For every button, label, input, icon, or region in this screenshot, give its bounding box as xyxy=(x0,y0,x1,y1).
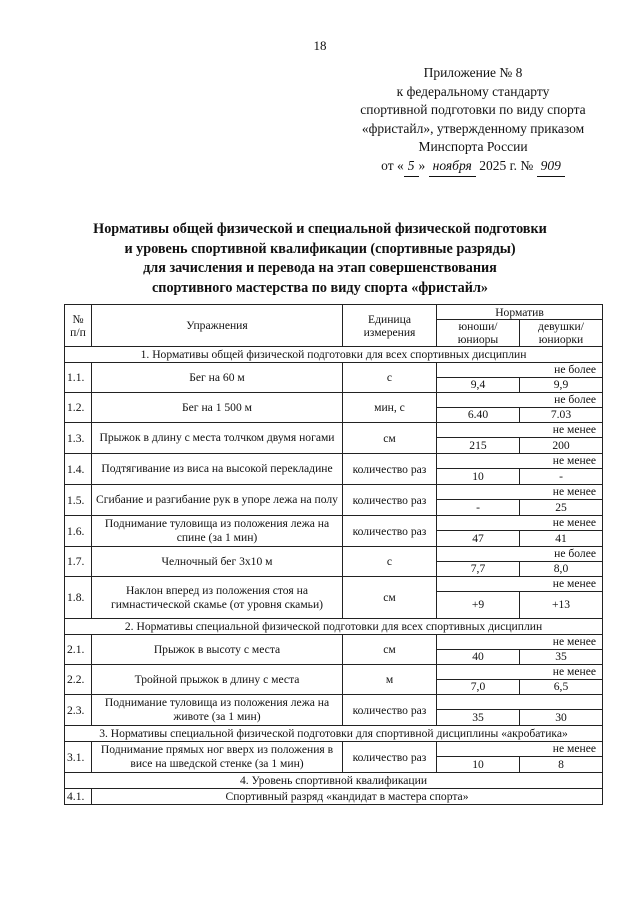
section-header-row xyxy=(65,619,603,635)
value-girls: 6,5 xyxy=(520,680,603,695)
norms-table xyxy=(64,304,603,805)
unit: количество раз xyxy=(343,454,437,485)
section-header-row xyxy=(65,726,603,742)
norm-condition: не менее xyxy=(437,423,603,438)
exercise-name: Сгибание и разгибание рук в упоре лежа на полу xyxy=(92,485,343,516)
appendix-line-2: к федеральному стандарту xyxy=(396,83,550,99)
table-row xyxy=(65,485,603,500)
unit: количество раз xyxy=(343,485,437,516)
value-girls: 30 xyxy=(520,710,603,726)
exercise-name: Бег на 60 м xyxy=(92,363,343,393)
appendix-line-3: спортивной подготовки по виду спорта xyxy=(360,102,586,118)
header-no: № п/п xyxy=(65,305,92,347)
value-boys: 35 xyxy=(437,710,520,726)
exercise-name: Подтягивание из виса на высокой перекладине xyxy=(92,454,343,485)
norm-condition: не менее xyxy=(437,454,603,469)
header-exercise: Упражнения xyxy=(92,305,343,347)
appendix-line-5: Минспорта России xyxy=(418,139,528,155)
value-boys: 47 xyxy=(437,531,520,547)
row-number: 1.2. xyxy=(65,393,92,423)
table-row xyxy=(65,695,603,710)
unit: мин, с xyxy=(343,393,437,423)
value-boys: 7,0 xyxy=(437,680,520,695)
table-row xyxy=(65,547,603,562)
table-row xyxy=(65,454,603,469)
row-number: 3.1. xyxy=(65,742,92,773)
unit: количество раз xyxy=(343,742,437,773)
norm-condition: не менее xyxy=(437,516,603,531)
value-girls: 9,9 xyxy=(520,378,603,393)
norm-condition: не менее xyxy=(437,635,603,650)
exercise-name: Поднимание прямых ног вверх из положения в висе на шведской стенке (за 1 мин) xyxy=(92,742,343,773)
value-boys: 215 xyxy=(437,438,520,454)
exercise-name: Наклон вперед из положения стоя на гимнастической скамье (от уровня скамьи) xyxy=(92,577,343,619)
unit: с xyxy=(343,363,437,393)
unit: с xyxy=(343,547,437,577)
exercise-name: Челночный бег 3x10 м xyxy=(92,547,343,577)
date-year: 2025 г. № xyxy=(479,157,534,173)
table-row xyxy=(65,665,603,680)
table-row xyxy=(65,789,603,805)
row-number: 2.3. xyxy=(65,695,92,726)
norm-condition: не более xyxy=(437,547,603,562)
header-girls: девушки/ юниорки xyxy=(520,320,603,347)
norm-condition: не более xyxy=(437,393,603,408)
unit: м xyxy=(343,665,437,695)
header-boys: юноши/ юниоры xyxy=(437,320,520,347)
table-row xyxy=(65,393,603,408)
title-line-3: для зачисления и перевода на этап совершенствования xyxy=(143,260,497,276)
unit: см xyxy=(343,423,437,454)
exercise-name: Тройной прыжок в длину с места xyxy=(92,665,343,695)
value-girls: +13 xyxy=(520,592,603,619)
appendix-date-line xyxy=(338,157,608,177)
value-boys: - xyxy=(437,500,520,516)
value-boys: 40 xyxy=(437,650,520,665)
exercise-name: Прыжок в длину с места толчком двумя ногами xyxy=(92,423,343,454)
section-header-row xyxy=(65,773,603,789)
norm-condition: не менее xyxy=(437,665,603,680)
row-number: 1.5. xyxy=(65,485,92,516)
row-number: 1.8. xyxy=(65,577,92,619)
date-prefix: от « xyxy=(381,157,404,173)
value-girls: 8 xyxy=(520,757,603,773)
date-day: 5 xyxy=(404,157,419,177)
value-girls: 8,0 xyxy=(520,562,603,577)
row-number: 2.2. xyxy=(65,665,92,695)
norm-condition: не более xyxy=(437,363,603,378)
value-boys: 7,7 xyxy=(437,562,520,577)
row-number: 1.6. xyxy=(65,516,92,547)
date-mid: » xyxy=(418,157,426,173)
title-line-1: Нормативы общей физической и специальной физической подготовки xyxy=(93,221,547,237)
section-title: 3. Нормативы специальной физической подготовки для спортивной дисциплины «акробатика» xyxy=(65,726,603,742)
value-boys: 6.40 xyxy=(437,408,520,423)
qualification-text: Спортивный разряд «кандидат в мастера спорта» xyxy=(92,789,603,805)
value-girls: 35 xyxy=(520,650,603,665)
table-row xyxy=(65,742,603,757)
value-girls: - xyxy=(520,469,603,485)
norm-condition xyxy=(437,695,603,710)
row-number: 2.1. xyxy=(65,635,92,665)
exercise-name: Прыжок в высоту с места xyxy=(92,635,343,665)
page-number: 18 xyxy=(313,38,327,53)
value-boys: +9 xyxy=(437,592,520,619)
exercise-name: Бег на 1 500 м xyxy=(92,393,343,423)
section-title: 2. Нормативы специальной физической подготовки для всех спортивных дисциплин xyxy=(65,619,603,635)
exercise-name: Поднимание туловища из положения лежа на животе (за 1 мин) xyxy=(92,695,343,726)
value-girls: 25 xyxy=(520,500,603,516)
norm-condition: не менее xyxy=(437,742,603,757)
section-title: 4. Уровень спортивной квалификации xyxy=(65,773,603,789)
norm-condition: не менее xyxy=(437,485,603,500)
unit: количество раз xyxy=(343,516,437,547)
order-number: 909 xyxy=(537,157,565,177)
unit: количество раз xyxy=(343,695,437,726)
value-girls: 200 xyxy=(520,438,603,454)
norm-condition: не менее xyxy=(437,577,603,592)
title-line-2: и уровень спортивной квалификации (спортивные разряды) xyxy=(124,240,516,257)
table-row xyxy=(65,423,603,438)
title-line-4: спортивного мастерства по виду спорта «фристайл» xyxy=(151,279,488,296)
table-row xyxy=(65,635,603,650)
unit: см xyxy=(343,635,437,665)
row-number: 1.7. xyxy=(65,547,92,577)
table-row xyxy=(65,363,603,378)
appendix-header xyxy=(338,64,608,177)
table-row xyxy=(65,516,603,531)
value-girls: 7.03 xyxy=(520,408,603,423)
value-boys: 9,4 xyxy=(437,378,520,393)
exercise-name: Поднимание туловища из положения лежа на спине (за 1 мин) xyxy=(92,516,343,547)
header-norm: Норматив xyxy=(437,305,603,320)
value-boys: 10 xyxy=(437,757,520,773)
row-number: 1.4. xyxy=(65,454,92,485)
document-title xyxy=(60,220,580,298)
section-title: 1. Нормативы общей физической подготовки для всех спортивных дисциплин xyxy=(65,347,603,363)
section-header-row xyxy=(65,347,603,363)
header-unit: Единица измерения xyxy=(343,305,437,347)
value-girls: 41 xyxy=(520,531,603,547)
table-row xyxy=(65,577,603,592)
row-number: 4.1. xyxy=(65,789,92,805)
date-month: ноября xyxy=(429,157,476,177)
appendix-line-4: «фристайл», утвержденному приказом xyxy=(361,120,585,136)
row-number: 1.1. xyxy=(65,363,92,393)
appendix-line-1: Приложение № 8 xyxy=(423,65,523,80)
value-boys: 10 xyxy=(437,469,520,485)
unit: см xyxy=(343,577,437,619)
row-number: 1.3. xyxy=(65,423,92,454)
